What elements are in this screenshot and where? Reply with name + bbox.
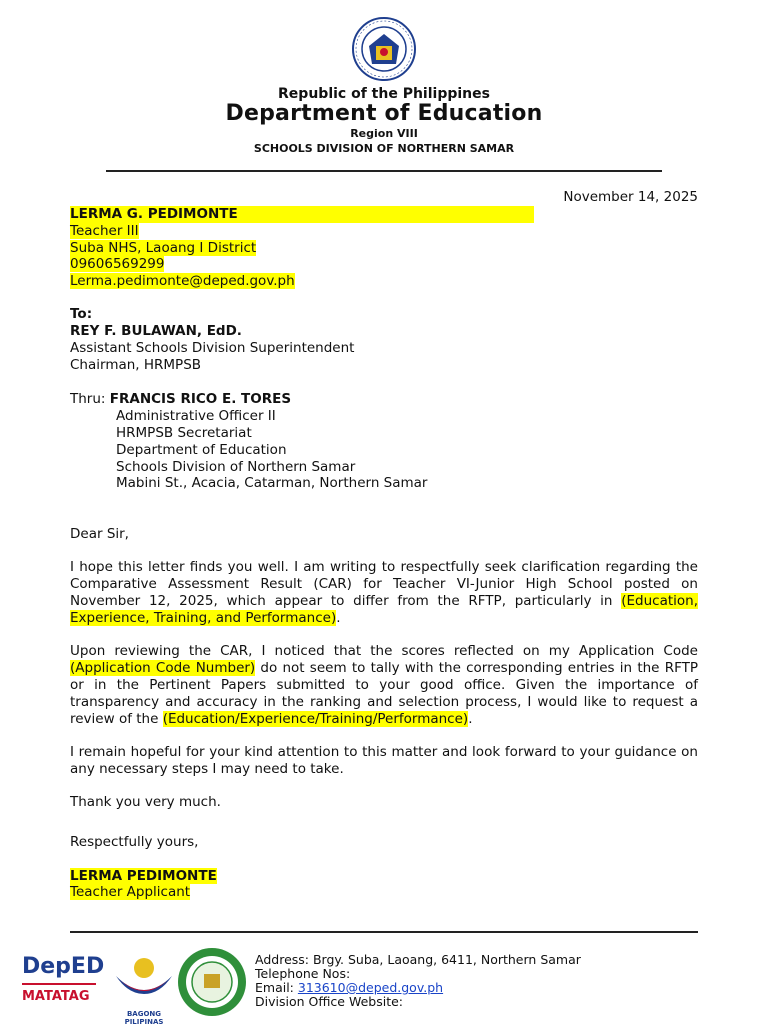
bagong-pilipinas-logo — [110, 946, 178, 1026]
deped-logo-text: DepED — [22, 954, 105, 979]
header-divider — [106, 170, 662, 172]
p1-highlight: (Education, Experience, Training, and Performance) — [70, 593, 698, 626]
recipient-title: Assistant Schools Division Superintendent — [70, 340, 355, 356]
sender-phone-line — [70, 256, 164, 273]
body-paragraph-3: I remain hopeful for your kind attention to this matter and look forward to your guidance on any necessary steps I may need to take. — [70, 744, 698, 777]
sender-email: Lerma.pedimonte@deped.gov.ph — [70, 273, 295, 289]
header-region: Region VIII — [350, 127, 418, 140]
header-department: Department of Education — [225, 101, 543, 126]
sender-name: LERMA G. PEDIMONTE — [70, 206, 534, 223]
signature-title-line — [70, 884, 190, 901]
thru-label: Thru: — [70, 391, 106, 407]
sender-school-line — [70, 240, 256, 257]
body-paragraph-1 — [70, 559, 698, 627]
thru-line-4: Schools Division of Northern Samar — [116, 459, 356, 475]
p1-text: I hope this letter finds you well. I am writing to respectfully seek clarification regarding the Comparative Assessment Result (CAR) for Teacher VI-Junior High School posted on November 12, 2025, which appear to differ from the RFTP, particularly in — [70, 559, 698, 609]
body-paragraph-4: Thank you very much. — [70, 794, 221, 810]
thru-line-3: Department of Education — [116, 442, 287, 458]
letter-date: November 14, 2025 — [563, 189, 698, 205]
footer-divider — [70, 931, 698, 933]
matatag-logo-text: MATATAG — [22, 989, 90, 1004]
header-division: SCHOOLS DIVISION OF NORTHERN SAMAR — [253, 142, 515, 155]
footer-email-line — [255, 981, 443, 995]
signature-title: Teacher Applicant — [70, 884, 191, 900]
school-seal-logo — [176, 946, 248, 1018]
p1-end: . — [336, 610, 341, 626]
p2-text-b: do not seem to tally with the corresponding entries in the RFTP or in the Pertinent Papers submitted to your good office. Given the importance of transparency and accuracy in the ranking and selection process, I would like to request a review of the — [70, 660, 698, 727]
footer-email-link[interactable]: 313610@deped.gov.ph — [297, 980, 444, 995]
sender-email-line — [70, 273, 295, 290]
sender-school: Suba NHS, Laoang I District — [70, 240, 257, 256]
sender-phone: 09606569299 — [70, 256, 165, 272]
header-republic: Republic of the Philippines — [278, 86, 490, 102]
salutation: Dear Sir, — [70, 526, 129, 542]
sender-name-line — [70, 206, 534, 223]
sender-position: Teacher III — [70, 223, 139, 239]
recipient-name: REY F. BULAWAN, EdD. — [70, 323, 242, 339]
bagong-pilipinas-text: BAGONG PILIPINAS — [124, 1010, 164, 1026]
footer-email-label: Email: — [255, 980, 298, 995]
deped-seal-logo — [339, 16, 429, 82]
to-label: To: — [70, 306, 93, 322]
thru-line-5: Mabini St., Acacia, Catarman, Northern Samar — [116, 475, 428, 491]
closing: Respectfully yours, — [70, 834, 199, 850]
thru-line-2: HRMPSB Secretariat — [116, 425, 252, 441]
signature-name-line — [70, 868, 217, 885]
sender-position-line — [70, 223, 139, 240]
p2-highlight-a: (Application Code Number) — [70, 660, 256, 676]
p2-text-a: Upon reviewing the CAR, I noticed that the scores reflected on my Application Code — [70, 643, 698, 659]
p2-end: . — [468, 711, 473, 727]
thru-name: FRANCIS RICO E. TORES — [109, 391, 292, 407]
recipient-role: Chairman, HRMPSB — [70, 357, 202, 373]
body-paragraph-2 — [70, 643, 698, 728]
thru-line — [70, 391, 291, 408]
p2-highlight-b: (Education/Experience/Training/Performance) — [162, 711, 469, 727]
signature-name: LERMA PEDIMONTE — [70, 868, 217, 884]
footer-website: Division Office Website: — [255, 994, 403, 1009]
footer-telephone: Telephone Nos: — [255, 966, 351, 981]
footer-address: Address: Brgy. Suba, Laoang, 6411, Northern Samar — [255, 952, 581, 967]
thru-line-1: Administrative Officer II — [116, 408, 276, 424]
deped-matatag-logo — [22, 954, 105, 1017]
